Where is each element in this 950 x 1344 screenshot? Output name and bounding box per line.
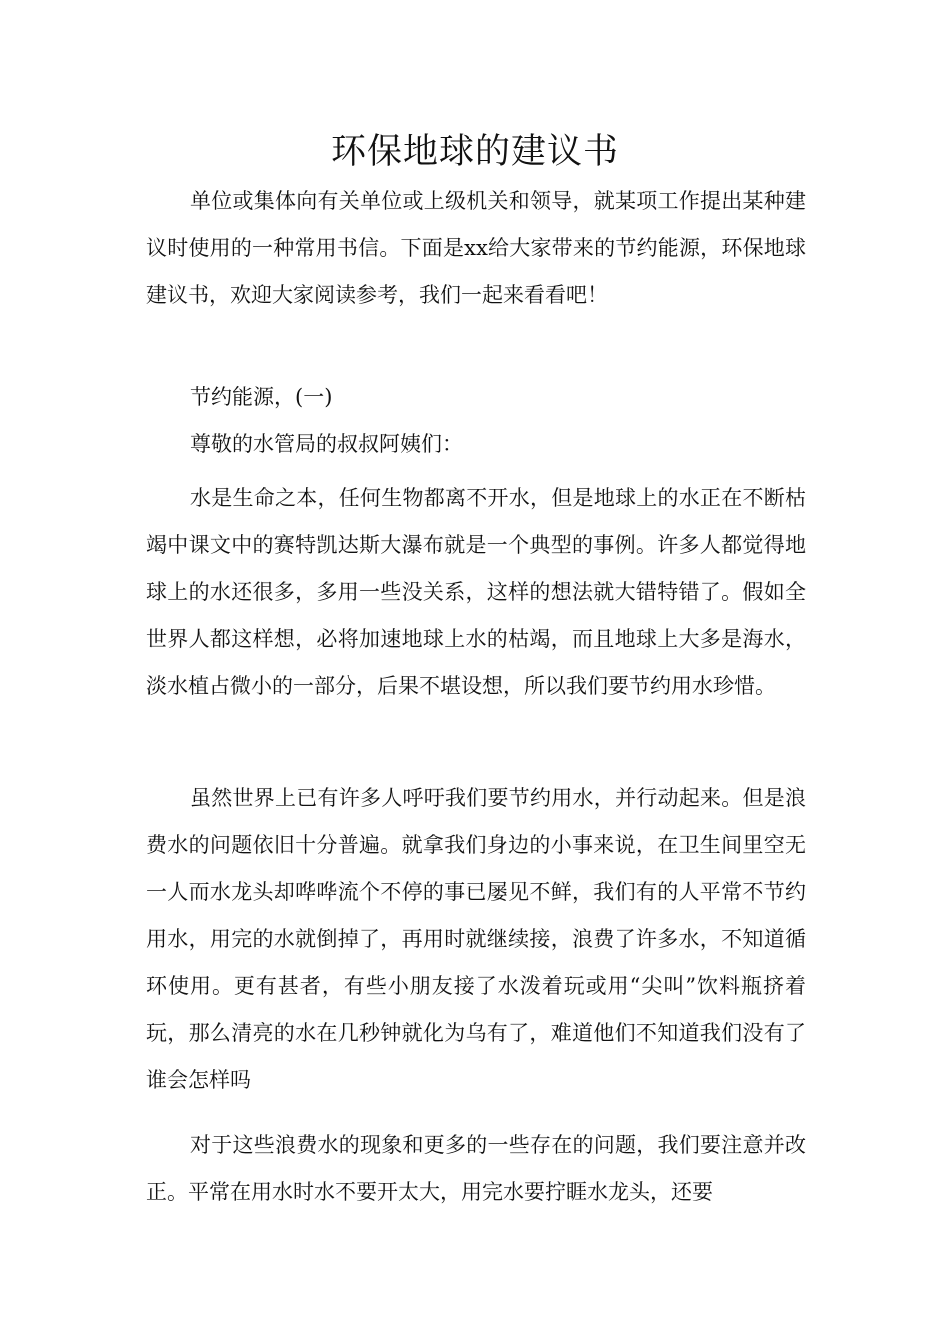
body-paragraph-1: 水是生命之本，任何生物都离不开水，但是地球上的水正在不断枯竭中课文中的赛特凯达斯大瀑布就是一个典型的事例。许多人都觉得地球上的水还很多，多用一些没关系，这样的想法就大错特错了。假如全世界人都这样想，必将加速地球上水的枯竭，而且地球上大多是海水，淡水植占微小的一部分，后果不堪设想，所以我们要节约用水珍惜。 — [146, 486, 806, 698]
intro-paragraph: 单位或集体向有关单位或上级机关和领导，就某项工作提出某种建议时使用的一种常用书信。下面是xx给大家带来的节约能源，环保地球建议书，欢迎大家阅读参考，我们一起来看看吧！ — [146, 189, 806, 307]
document-title: 环保地球的建议书 — [330, 132, 619, 172]
section-heading: 节约能源，(一) — [190, 385, 333, 409]
body-paragraph-2: 虽然世界上已有许多人呼吁我们要节约用水，并行动起来。但是浪费水的问题依旧十分普遍。就拿我们身边的小事来说，在卫生间里空无一人而水龙头却哗哗流个不停的事已屡见不鲜，我们有的人平常不节约用水，用完的水就倒掉了，再用时就继续接，浪费了许多水，不知道循环使用。更有甚者，有些小朋友接了水泼着玩或用“尖叫”饮料瓶挤着玩，那么清亮的水在几秒钟就化为乌有了，难道他们不知道我们没有了谁会怎样吗 — [146, 786, 806, 1092]
salutation-line: 尊敬的水管局的叔叔阿姨们： — [190, 432, 463, 456]
body-paragraph-3: 对于这些浪费水的现象和更多的一些存在的问题，我们要注意并改正。平常在用水时水不要开太大，用完水要拧睚水龙头，还要 — [146, 1133, 806, 1204]
